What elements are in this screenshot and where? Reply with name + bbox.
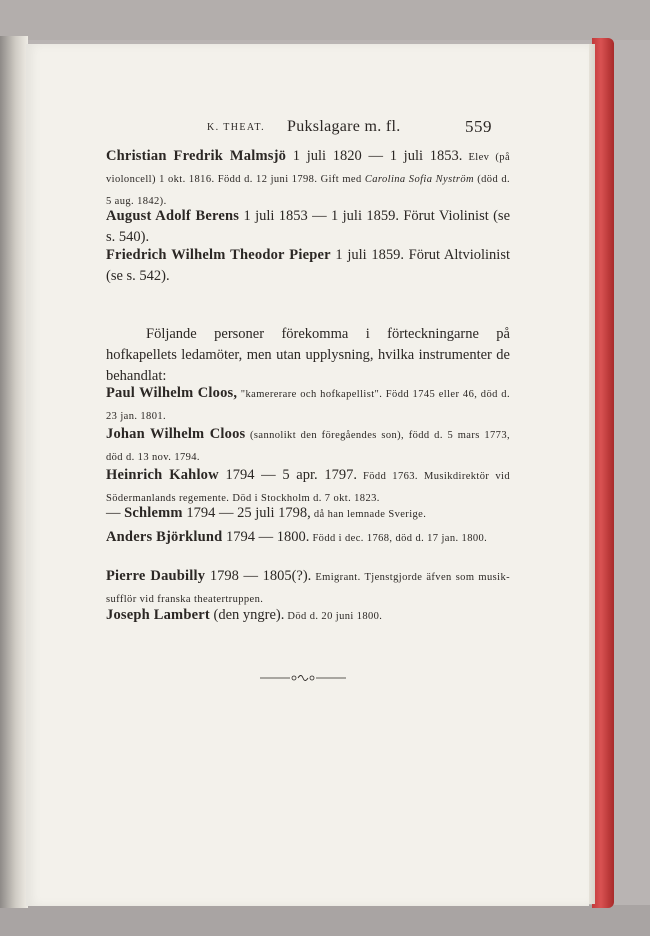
entry-daubilly	[106, 566, 510, 610]
entry-text: (sannolikt den föregåendes son), född d. 5 mars 1773, död d. 13 nov. 1794.	[106, 430, 510, 463]
entry-name: Friedrich Wilhelm Theodor Pieper	[106, 247, 331, 263]
entry-berens	[106, 206, 510, 248]
entry-text: "kamererare och hofkapellist". Född 1745 eller 46, död d. 23 jan. 1801.	[106, 389, 510, 422]
intro-paragraph: Följande personer förekomma i förteckningarne på hofkapellets ledamöter, men utan upplysning, hvilka instrumenter de behandlat:	[106, 326, 510, 384]
entry-dates: 1 juli 1853 — 1 juli 1859. Förut Violinist (se s. 540).	[106, 208, 511, 245]
entry-schlemm	[106, 503, 510, 525]
entry-note-end: (död d. 5 aug. 1842).	[106, 174, 510, 207]
entry-name: Pierre Daubilly	[106, 568, 206, 584]
entry-dates: 1 juli 1859. Förut Altviolinist (se s. 542).	[106, 247, 510, 284]
entry-name: Anders Björklund	[106, 529, 223, 545]
entry-lambert	[106, 605, 510, 627]
book-cover-edge	[592, 38, 614, 908]
entry-dates: 1798 — 1805(?).	[205, 568, 312, 584]
entry-text: Född 1763. Musikdirektör vid Södermanlands regemente. Död i Stockholm d. 7 okt. 1823.	[106, 471, 510, 504]
entry-bjorklund	[106, 527, 510, 549]
header-theat: K. THEAT.	[207, 122, 266, 133]
entry-dates: 1794 — 5 apr. 1797.	[218, 467, 357, 483]
entry-text: Född i dec. 1768, död d. 17 jan. 1800.	[309, 533, 488, 544]
entry-name: August Adolf Berens	[106, 208, 240, 224]
entry-text: Död d. 20 juni 1800.	[284, 611, 383, 622]
running-header	[207, 117, 492, 140]
entry-dates: 1794 — 25 juli 1798,	[182, 505, 311, 521]
entry-note: Elev (på violoncell) 1 okt. 1816. Född d. 12 juni 1798. Gift med	[106, 152, 511, 185]
entry-johan-cloos	[106, 424, 510, 468]
entry-pieper	[106, 245, 510, 287]
page-number: 559	[465, 117, 492, 136]
entry-dates: (den yngre).	[209, 607, 285, 623]
entry-malmsjo	[106, 146, 510, 212]
entry-text: Emigrant. Tjenstgjorde äfven som musik-sufflör vid franska theatertruppen.	[106, 572, 510, 605]
desk-bottom	[0, 905, 650, 936]
desk-top	[0, 0, 650, 40]
entry-name: Christian Fredrik Malmsjö	[106, 148, 287, 164]
entry-dash: —	[106, 505, 125, 521]
entry-text: då han lemnade Sverige.	[310, 509, 427, 520]
entry-note-italic: Carolina Sofia Nyström	[364, 174, 475, 185]
entry-name: Joseph Lambert	[106, 607, 210, 623]
entry-name: Paul Wilhelm Cloos,	[106, 385, 238, 401]
header-section-title: Pukslagare m. fl.	[287, 118, 401, 135]
entry-paul-cloos	[106, 383, 510, 427]
spine-shadow	[0, 36, 28, 908]
entry-name: Schlemm	[124, 505, 183, 521]
entry-dates: 1 juli 1820 — 1 juli 1853.	[286, 148, 463, 164]
entry-dates: 1794 — 1800.	[222, 529, 310, 545]
end-ornament-icon	[258, 668, 348, 688]
entry-name: Heinrich Kahlow	[106, 467, 219, 483]
entry-name: Johan Wilhelm Cloos	[106, 426, 246, 442]
